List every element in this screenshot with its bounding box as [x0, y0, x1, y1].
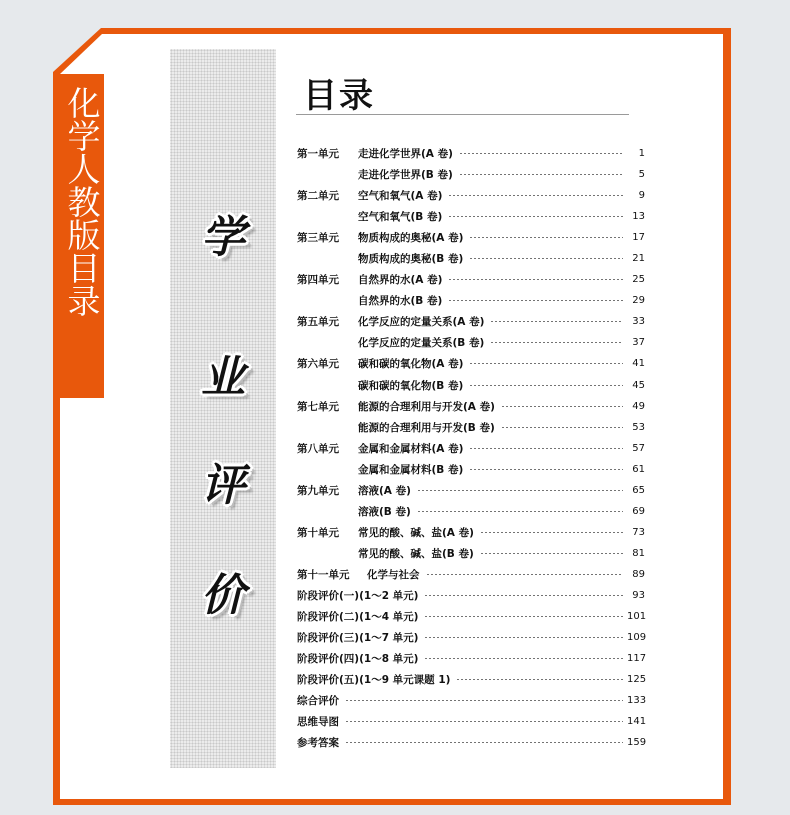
toc-row[interactable]: [297, 375, 645, 396]
toc-dot-leader: [424, 616, 623, 617]
toc-entry-title: 化学反应的定量关系(A 卷): [358, 316, 485, 329]
toc-entry-title: 金属和金属材料(B 卷): [358, 463, 464, 476]
toc-row[interactable]: [297, 332, 645, 353]
toc-row[interactable]: [297, 522, 645, 543]
toc-dot-leader: [345, 721, 623, 722]
toc-row[interactable]: [297, 269, 645, 290]
toc-entry-title: 常见的酸、碱、盐(A 卷): [358, 526, 474, 539]
toc-dot-leader: [480, 553, 623, 554]
toc-row[interactable]: [297, 732, 645, 753]
toc-page-number: 17: [632, 232, 645, 244]
toc-row[interactable]: [297, 459, 645, 480]
toc-dot-leader: [501, 406, 623, 407]
toc-dot-leader: [469, 258, 623, 259]
toc-page-number: 33: [632, 316, 645, 328]
toc-row[interactable]: [297, 648, 645, 669]
toc-entry-title: 自然界的水(A 卷): [358, 274, 443, 287]
banner-char: 学: [201, 212, 245, 263]
toc-page-number: 37: [632, 337, 645, 349]
toc-dot-leader: [424, 658, 623, 659]
toc-page-number: 45: [632, 379, 645, 391]
toc-dot-leader: [469, 363, 623, 364]
table-of-contents: [297, 143, 645, 753]
toc-entry-title: 阶段评价(三)(1～7 单元): [297, 632, 419, 645]
toc-entry-title: 物质构成的奥秘(A 卷): [358, 232, 464, 245]
toc-entry-title: 走进化学世界(B 卷): [358, 169, 453, 182]
toc-entry-title: 化学反应的定量关系(B 卷): [358, 337, 485, 350]
toc-entry-title: 阶段评价(五)(1～9 单元课题 1): [297, 674, 451, 687]
banner-char: 业: [201, 352, 245, 403]
toc-page-number: 109: [627, 632, 647, 644]
toc-page-number: 81: [632, 547, 645, 559]
side-tab: [59, 74, 104, 398]
decorative-banner: [170, 49, 276, 768]
toc-entry-title: 能源的合理利用与开发(A 卷): [358, 400, 495, 413]
toc-dot-leader: [490, 321, 623, 322]
toc-dot-leader: [501, 427, 623, 428]
toc-unit-label: 第二单元: [297, 190, 339, 203]
toc-dot-leader: [426, 574, 624, 575]
toc-dot-leader: [345, 700, 623, 701]
toc-row[interactable]: [297, 290, 645, 311]
toc-dot-leader: [469, 448, 623, 449]
toc-page-number: 61: [632, 463, 645, 475]
toc-row[interactable]: [297, 543, 645, 564]
toc-page-number: 69: [632, 505, 645, 517]
page-title: 目录: [303, 76, 375, 116]
toc-entry-title: 能源的合理利用与开发(B 卷): [358, 421, 495, 434]
toc-dot-leader: [448, 195, 623, 196]
toc-page-number: 101: [627, 611, 647, 623]
toc-page-number: 29: [632, 295, 645, 307]
toc-entry-title: 常见的酸、碱、盐(B 卷): [358, 547, 474, 560]
toc-row[interactable]: [297, 311, 645, 332]
toc-dot-leader: [469, 237, 623, 238]
toc-entry-title: 阶段评价(二)(1～4 单元): [297, 611, 419, 624]
toc-page-number: 9: [638, 190, 645, 202]
toc-entry-title: 碳和碳的氧化物(A 卷): [358, 358, 464, 371]
toc-entry-title: 碳和碳的氧化物(B 卷): [358, 379, 464, 392]
toc-entry-title: 物质构成的奥秘(B 卷): [358, 253, 464, 266]
side-tab-label: 化学人教版目录: [62, 86, 102, 317]
toc-row[interactable]: [297, 585, 645, 606]
toc-row[interactable]: [297, 480, 645, 501]
toc-row[interactable]: [297, 438, 645, 459]
toc-dot-leader: [456, 679, 623, 680]
toc-dot-leader: [469, 385, 623, 386]
toc-row[interactable]: [297, 396, 645, 417]
toc-unit-label: 第五单元: [297, 316, 339, 329]
toc-dot-leader: [469, 469, 623, 470]
toc-row[interactable]: [297, 627, 645, 648]
toc-row[interactable]: [297, 206, 645, 227]
toc-entry-title: 阶段评价(四)(1～8 单元): [297, 653, 419, 666]
toc-dot-leader: [490, 342, 623, 343]
toc-row[interactable]: [297, 353, 645, 374]
toc-dot-leader: [448, 216, 623, 217]
toc-row[interactable]: [297, 711, 645, 732]
toc-entry-title: 溶液(A 卷): [358, 484, 411, 497]
toc-dot-leader: [459, 153, 623, 154]
toc-page-number: 141: [627, 716, 647, 728]
toc-entry-title: 自然界的水(B 卷): [358, 295, 443, 308]
toc-page-number: 49: [632, 400, 645, 412]
toc-row[interactable]: [297, 564, 645, 585]
toc-page-number: 73: [632, 526, 645, 538]
toc-dot-leader: [417, 511, 623, 512]
toc-entry-title: 走进化学世界(A 卷): [358, 148, 453, 161]
toc-row[interactable]: [297, 185, 645, 206]
toc-row[interactable]: [297, 143, 645, 164]
toc-dot-leader: [480, 532, 623, 533]
toc-page-number: 57: [632, 442, 645, 454]
toc-dot-leader: [417, 490, 623, 491]
toc-row[interactable]: [297, 669, 645, 690]
title-divider: [296, 114, 629, 115]
toc-entry-title: 溶液(B 卷): [358, 505, 411, 518]
toc-page-number: 25: [632, 274, 645, 286]
toc-unit-label: 第八单元: [297, 442, 339, 455]
toc-entry-title: 综合评价: [297, 695, 339, 708]
toc-page-number: 41: [632, 358, 645, 370]
toc-page-number: 13: [632, 211, 645, 223]
toc-page-number: 65: [632, 484, 645, 496]
toc-unit-label: 第六单元: [297, 358, 339, 371]
toc-row[interactable]: [297, 690, 645, 711]
toc-unit-label: 第九单元: [297, 484, 339, 497]
toc-entry-title: 化学与社会: [367, 568, 420, 581]
toc-dot-leader: [459, 174, 623, 175]
toc-page-number: 117: [627, 653, 647, 665]
toc-unit-label: 第三单元: [297, 232, 339, 245]
toc-row[interactable]: [297, 164, 645, 185]
toc-row[interactable]: [297, 606, 645, 627]
toc-unit-label: 第十单元: [297, 526, 339, 539]
toc-page-number: 5: [638, 169, 645, 181]
toc-unit-label: 第七单元: [297, 400, 339, 413]
toc-entry-title: 阶段评价(一)(1～2 单元): [297, 590, 419, 602]
toc-entry-title: 空气和氧气(A 卷): [358, 190, 443, 203]
toc-row[interactable]: [297, 227, 645, 248]
toc-entry-title: 空气和氧气(B 卷): [358, 211, 443, 224]
toc-page-number: 93: [632, 590, 645, 601]
toc-unit-label: 第一单元: [297, 148, 339, 161]
toc-dot-leader: [424, 637, 623, 638]
toc-page-number: 53: [632, 421, 645, 433]
toc-page-number: 159: [627, 737, 647, 749]
toc-page-number: 133: [627, 695, 647, 707]
toc-entry-title: 金属和金属材料(A 卷): [358, 442, 464, 455]
banner-char: 评: [201, 460, 245, 511]
toc-unit-label: 第十一单元: [297, 568, 350, 581]
toc-page-number: 1: [638, 148, 645, 160]
toc-unit-label: 第四单元: [297, 274, 339, 287]
toc-row[interactable]: [297, 417, 645, 438]
toc-row[interactable]: [297, 248, 645, 269]
toc-entry-title: 参考答案: [297, 737, 339, 750]
toc-dot-leader: [345, 742, 623, 743]
toc-dot-leader: [448, 300, 623, 301]
toc-dot-leader: [424, 595, 623, 596]
toc-dot-leader: [448, 279, 623, 280]
toc-page-number: 89: [632, 568, 645, 580]
toc-page-number: 125: [627, 674, 647, 686]
toc-entry-title: 思维导图: [297, 716, 339, 729]
banner-char: 价: [201, 570, 245, 621]
toc-row[interactable]: [297, 501, 645, 522]
toc-page-number: 21: [632, 253, 645, 265]
